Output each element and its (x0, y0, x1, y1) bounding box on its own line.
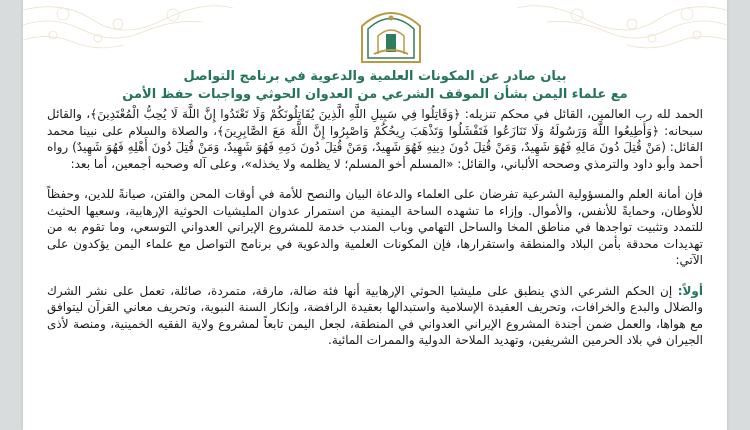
corner-ornament-right (517, 0, 727, 60)
statement-title (83, 68, 667, 104)
organization-logo-icon (356, 4, 426, 64)
point-1-text: إن الحكم الشرعي الذي ينطبق على مليشيا الحوثي الإرهابية أنها فئة ضالة، مارقة، متمردة، صائلة، تعمل على نشر الشرك والضلال والبدع والخرافات، وتحريف العقيدة الإسلامية واستبدالها بعقيدة الرافضة، وإنكار السنة النبوية، وتحريف معاني القرآن ليتوافق مع هواها، والعمل ضمن أجندة المشروع الإيراني العدواني في المنطقة، لجعل اليمن تابعاً لمشروع ولاية الفقيه الخمينية، ومنصة لأذى الجيران في بلاد الحرمين الشريفين، وتهديد الملاحة الدولية والممرات المائية. (47, 283, 703, 347)
title-line-1: بيان صادر عن المكونات العلمية والدعوية في برنامج التواصل (183, 69, 567, 84)
point-1-label: أولاً: (677, 283, 703, 298)
title-line-2: مع علماء اليمن بشأن الموقف الشرعي من العدوان الحوثي وواجبات حفظ الأمن (122, 87, 628, 102)
intro-paragraph: الحمد لله رب العالمين، القائل في محكم تنزيله: ﴿وَقَاتِلُوا فِي سَبِيلِ اللَّهِ الَّذِينَ يُقَاتِلُونَكُمْ وَلَا تَعْتَدُوا إِنَّ اللَّهَ لَا يُحِبُّ الْمُعْتَدِينَ﴾، والقائل سبحانه: ﴿وَأَطِيعُوا اللَّهَ وَرَسُولَهُ وَلَا تَنَازَعُوا فَتَفْشَلُوا وَتَذْهَبَ رِيحُكُمْ وَاصْبِرُوا إِنَّ اللَّهَ مَعَ الصَّابِرِينَ﴾، والصلاة والسلام على نبينا محمد القائل: (مَنْ قُتِلَ دُونَ مَالِهِ فَهُوَ شَهِيدٌ، وَمَنْ قُتِلَ دُونَ دِينِهِ فَهُوَ شَهِيدٌ، وَمَنْ قُتِلَ دُونَ دَمِهِ فَهُوَ شَهِيدٌ، وَمَنْ قُتِلَ دُونَ أَهْلِهِ فَهُوَ شَهِيدٌ) رواه أحمد وأبو داود والترمذي وصححه الألباني، والقائل: «المسلم أخو المسلم؛ لا يظلمه ولا يخذله»، وعلى آله وصحبه أجمعين، أما بعد: (47, 107, 703, 171)
statement-body (47, 106, 703, 349)
corner-ornament-left (23, 0, 233, 60)
statement-page (23, 0, 727, 430)
main-paragraph: فإن أمانة العلم والمسؤولية الشرعية تفرضان على العلماء والدعاة البيان والنصح للأمة في أوقات المحن والفتن، صيانةً للدين، وحفظاً للأوطان، وحمايةً للأنفس، والأموال. وإزاء ما تشهده الساحة اليمنية من استمرار عدوان المليشيات الحوثية الإرهابية، وسعيها الحثيث للتمدد وتثبيت تواجدها في مناطق المخا والساحل التهامي وباب المندب خدمة للمشروع الإيراني العدواني التوسعي، وما تقوم به من تهديدات محدقة بأمن البلاد والمنطقة واستقرارها، فإن المكونات العلمية والدعوية في برنامج التواصل مع علماء اليمن يؤكدون على الآتي: (47, 187, 703, 267)
point-1-paragraph (47, 283, 703, 349)
